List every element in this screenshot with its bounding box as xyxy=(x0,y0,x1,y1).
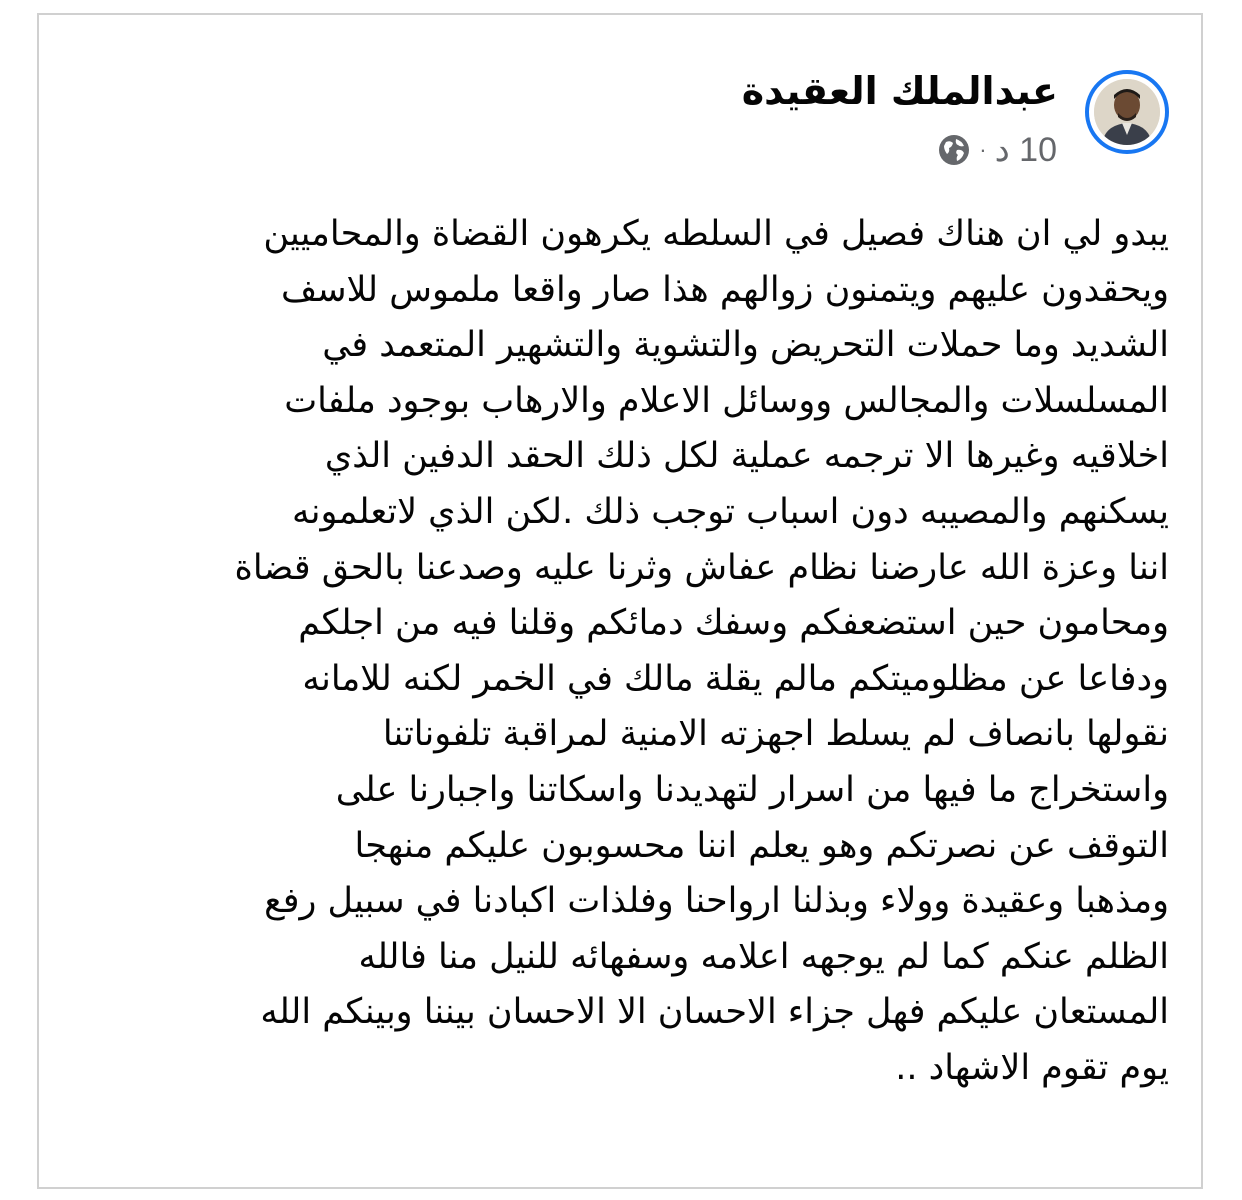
post-line: الشديد وما حملات التحريض والتشوية والتشهير المتعمد في xyxy=(322,325,1169,366)
post-line: ودفاعا عن مظلوميتكم مالم يقلة مالك في الخمر لكنه للامانه xyxy=(302,658,1169,699)
globe-icon[interactable] xyxy=(937,133,971,167)
post-line: واستخراج ما فيها من اسرار لتهديدنا واسكاتنا واجبارنا على xyxy=(335,769,1169,810)
post-line: ويحقدون عليهم ويتمنون زوالهم هذا صار واقعا ملموس للاسف xyxy=(280,269,1169,310)
post-line: اننا وعزة الله عارضنا نظام عفاش وثرنا عليه وصدعنا بالحق قضاة xyxy=(234,547,1169,588)
post-line: نقولها بانصاف لم يسلط اجهزته الامنية لمراقبة تلفوناتنا xyxy=(382,714,1169,755)
post-card xyxy=(37,13,1203,1189)
author-name[interactable]: عبدالملك العقيدة xyxy=(741,69,1058,113)
post-line: المستعان عليكم فهل جزاء الاحسان الا الاحسان بيننا وبينكم الله xyxy=(260,992,1169,1033)
post-line: المسلسلات والمجالس ووسائل الاعلام والارهاب بوجود ملفات xyxy=(284,380,1169,421)
post-line: ومحامون حين استضعفكم وسفك دمائكم وقلنا فيه من اجلكم xyxy=(298,603,1169,644)
post-line: اخلاقيه وغيرها الا ترجمه عملية لكل ذلك الحقد الدفين الذي xyxy=(324,436,1169,477)
post-line: يوم تقوم الاشهاد .. xyxy=(895,1047,1169,1088)
post-line: التوقف عن نصرتكم وهو يعلم اننا محسوبون عليكم منهجا xyxy=(354,825,1169,866)
post-meta xyxy=(937,129,1057,171)
post xyxy=(39,15,1201,1187)
post-body xyxy=(73,207,1169,1097)
author-avatar[interactable] xyxy=(1085,70,1169,154)
post-line: الظلم عنكم كما لم يوجهه اعلامه وسفهائه للنيل منا فالله xyxy=(358,936,1169,977)
person-icon xyxy=(1094,79,1160,145)
meta-separator: · xyxy=(979,137,987,162)
post-time[interactable]: 10 د xyxy=(994,131,1057,169)
post-line: يبدو لي ان هناك فصيل في السلطه يكرهون القضاة والمحاميين xyxy=(263,214,1169,254)
avatar-photo xyxy=(1094,79,1160,145)
post-line: يسكنهم والمصيبه دون اسباب توجب ذلك .لكن الذي لاتعلمونه xyxy=(292,491,1169,532)
post-line: ومذهبا وعقيدة وولاء وبذلنا ارواحنا وفلذات اكبادنا في سبيل رفع xyxy=(264,881,1169,922)
